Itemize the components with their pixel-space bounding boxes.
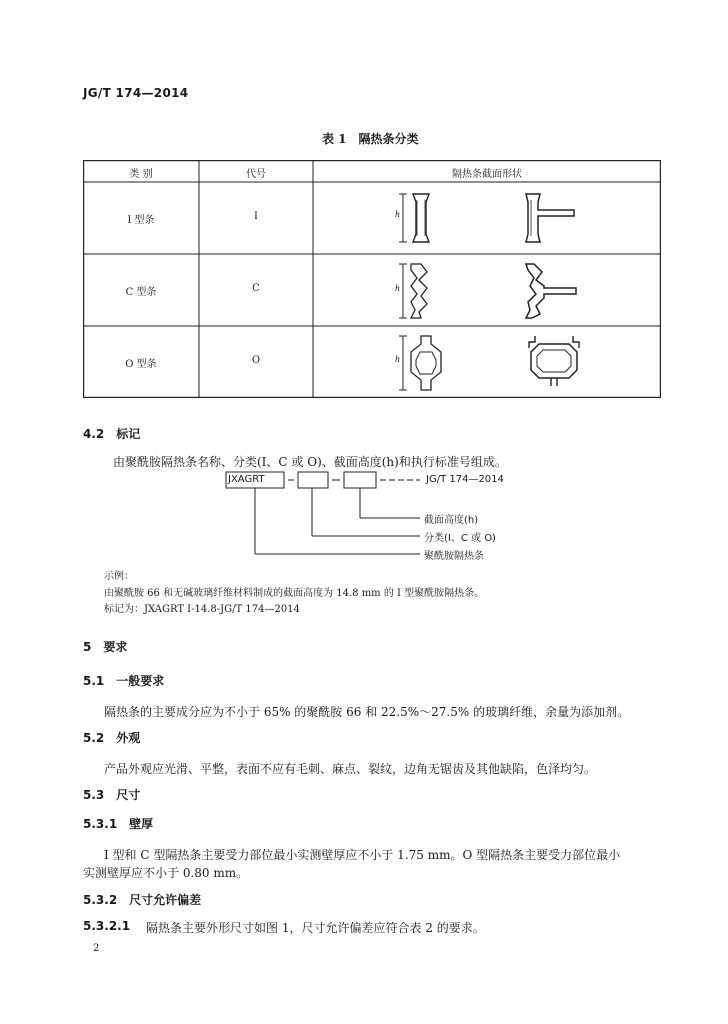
section-5-3-2-heading: 5.3.2 尺寸允许偏差 (83, 893, 202, 907)
section-5-heading: 5 要求 (83, 640, 128, 654)
section-4-2-heading: 4.2 标记 (83, 427, 141, 441)
marking-label-name: 聚酰胺隔热条 (424, 551, 484, 562)
column-header-code: 代号 (246, 169, 266, 180)
o-type-height-label: h (395, 355, 401, 364)
marking-prefix: JXAGRT (228, 474, 265, 485)
c-type-height-label: h (395, 284, 401, 293)
section-5-3-2-1-text: 隔热条主要外形尺寸如图 1，尺寸允许偏差应符合表 2 的要求。 (146, 921, 485, 935)
example-mark: 标记为：JXAGRT I-14.8-JG/T 174—2014 (104, 604, 300, 615)
row-category-i: I 型条 (127, 215, 155, 226)
classification-table (83, 160, 661, 398)
section-5-3-1-heading: 5.3.1 壁厚 (83, 817, 154, 831)
row-code-o: O (251, 355, 261, 366)
marking-standard: JG/T 174—2014 (426, 474, 504, 485)
column-header-shape: 隔热条截面形状 (452, 169, 522, 180)
o-type-section-sketch (393, 330, 463, 396)
section-5-1-heading: 5.1 一般要求 (83, 674, 165, 688)
marking-label-height: 截面高度(h) (424, 515, 479, 526)
example-label: 示例： (104, 571, 134, 582)
section-5-3-2-1-number: 5.3.2.1 (83, 919, 131, 933)
marking-label-class: 分类(I、C 或 O) (424, 533, 496, 544)
example-text: 由聚酰胺 66 和无碱玻璃纤维材料制成的截面高度为 14.8 mm 的 I 型聚酰胺隔热条。 (104, 588, 485, 599)
section-5-1-text: 隔热条的主要成分应为不小于 65% 的聚酰胺 66 和 22.5%～27.5% 的玻璃纤维，余量为添加剂。 (104, 705, 630, 719)
section-4-2-intro: 由聚酰胺隔热条名称、分类(I、C 或 O)、截面高度(h)和执行标准号组成。 (113, 455, 507, 469)
row-category-o: O 型条 (125, 359, 157, 370)
row-code-c: C (252, 283, 260, 294)
section-5-3-1-line1: I 型和 C 型隔热条主要受力部位最小实测壁厚应不小于 1.75 mm。O 型隔热条主要受力部位最小 (104, 848, 621, 862)
o-type-shape-drawing (521, 330, 591, 396)
i-type-height-label: h (395, 210, 401, 219)
c-type-section-sketch (393, 258, 463, 324)
section-5-3-1-line2: 实测壁厚应不小于 0.80 mm。 (83, 866, 249, 880)
section-5-2-text: 产品外观应光滑、平整，表面不应有毛刺、麻点、裂纹，边角无锯齿及其他缺陷，色泽均匀。 (104, 762, 597, 776)
table-caption: 表 1 隔热条分类 (322, 132, 419, 146)
section-5-2-heading: 5.2 外观 (83, 731, 141, 745)
row-category-c: C 型条 (125, 287, 157, 298)
i-type-section-sketch (393, 186, 463, 252)
page-number: 2 (93, 943, 100, 954)
row-code-i: I (254, 211, 258, 222)
i-type-shape-drawing (518, 186, 588, 252)
column-header-category: 类 别 (129, 169, 153, 180)
standard-code-header: JG/T 174—2014 (83, 86, 189, 100)
c-type-shape-drawing (518, 258, 588, 324)
section-5-3-heading: 5.3 尺寸 (83, 788, 141, 802)
